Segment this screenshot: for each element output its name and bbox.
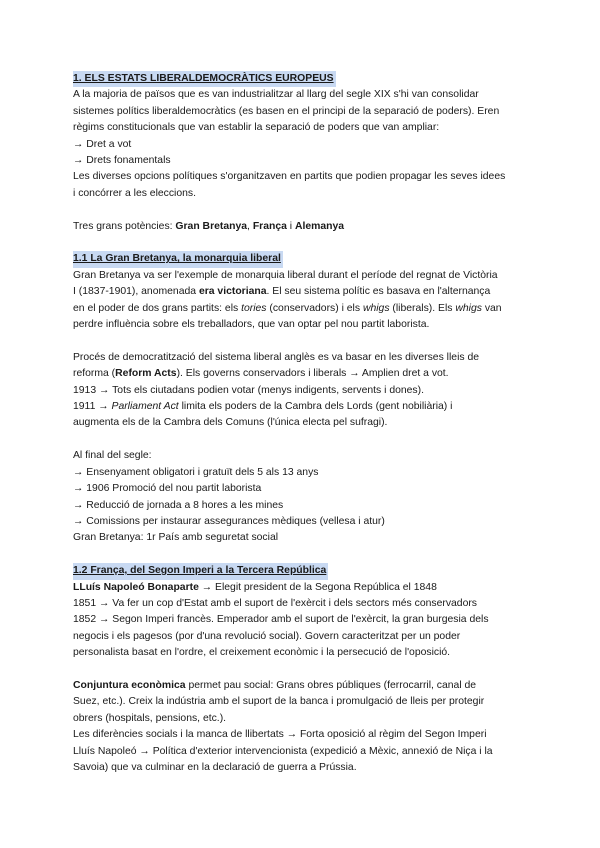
text-bold: França (252, 220, 287, 232)
three-powers-line (73, 219, 533, 235)
paragraph-line: 1851 → Va fer un cop d'Estat amb el suport de l'exèrcit i dels sectors més conservadors (73, 597, 478, 609)
text: , (247, 220, 253, 232)
text: en el poder de dos grans partits: els (73, 302, 242, 314)
paragraph-line: obrers (hospitals, pensions, etc.). (73, 712, 227, 724)
bullet-drets-fonamentals: → Drets fonamentals (73, 155, 171, 167)
spacer (73, 202, 533, 218)
text-italic: Parliament Act (111, 401, 179, 413)
paragraph-line (73, 580, 533, 596)
text: I (1837-1901), anomenada (73, 286, 199, 298)
paragraph-line: 1913 → Tots els ciutadans podien votar (menys indigents, servents i dones). (73, 384, 424, 396)
paragraph-line: règims constitucionals que van establir la separació de poders que van ampliar: (73, 122, 440, 134)
paragraph-line: Les diferències socials i la manca de llibertats → Forta oposició al règim del Segon Imperi (73, 729, 487, 741)
paragraph-line (73, 284, 533, 300)
document-page (73, 71, 533, 776)
paragraph-line: Lluís Napoleó → Política d'exterior intervencionista (expedició a Mèxic, annexió de Niça i la (73, 745, 493, 757)
text: permet pau social: Grans obres públiques (ferrocarril, canal de (185, 679, 477, 691)
spacer (73, 662, 533, 678)
list-item: → Reducció de jornada a 8 hores a les mines (73, 499, 284, 511)
paragraph-line: Gran Bretanya: 1r País amb seguretat social (73, 532, 279, 544)
text-italic: tories (241, 302, 267, 314)
section-heading-1-2: 1.2 França, del Segon Imperi a la Tercera República (73, 563, 328, 579)
paragraph-line: sistemes polítics liberaldemocràtics (es basen en el principi de la separació de poders). Eren (73, 105, 500, 117)
paragraph-line: Gran Bretanya va ser l'exemple de monarquia liberal durant el període del regnat de Victòria (73, 269, 498, 281)
list-item: → Comissions per instaurar assegurances mèdiques (vellesa i atur) (73, 515, 385, 527)
paragraph-line: Suez, etc.). Creix la indústria amb el suport de la banca i promulgació de lleis per protegir (73, 696, 485, 708)
text: Tres grans potències: (73, 220, 176, 232)
paragraph-line: Al final del segle: (73, 450, 152, 462)
paragraph-line: Savoia) que va culminar en la declaració de guerra a Prússia. (73, 761, 357, 773)
list-item: → Ensenyament obligatori i gratuït dels 5 als 13 anys (73, 466, 319, 478)
spacer (73, 547, 533, 563)
text-italic: whigs (362, 302, 390, 314)
bullet-dret-vot: → Dret a vot (73, 138, 132, 150)
text: Elegit president de la Segona República el 1848 (212, 581, 437, 593)
paragraph-line: Procés de democratització del sistema liberal anglès es va basar en les diverses lleis de (73, 351, 480, 363)
paragraph-line (73, 678, 533, 694)
text: van (481, 302, 502, 314)
paragraph-line (73, 366, 533, 382)
text: (conservadors) i els (266, 302, 363, 314)
paragraph-line: i concórrer a les eleccions. (73, 187, 197, 199)
section-heading-1-1: 1.1 La Gran Bretanya, la monarquia liberal (73, 251, 283, 267)
text: ). Els governs conservadors i liberals → Amplien dret a vot. (176, 368, 449, 380)
paragraph-line: negocis i els pagesos (por d'una revolució social). Govern caracteritzat per un poder (73, 630, 461, 642)
text-italic: whigs (455, 302, 482, 314)
spacer (73, 432, 533, 448)
paragraph-line: augmenta els de la Cambra dels Comuns (l'única electa pel sufragi). (73, 417, 388, 429)
text: i (286, 220, 295, 232)
text-bold: LLuís Napoleó Bonaparte → (73, 581, 213, 593)
text-bold: era victoriana (198, 286, 267, 298)
text-bold: Reform Acts (115, 368, 177, 380)
spacer (73, 235, 533, 251)
text: (liberals). Els (389, 302, 456, 314)
paragraph-line: Les diverses opcions polítiques s'organitzaven en partits que podien propagar les seves idees (73, 171, 506, 183)
text: 1911 → (73, 401, 112, 413)
paragraph-line: personalista basat en l'ordre, el creixement econòmic i la persecució de l'oposició. (73, 647, 451, 659)
spacer (73, 333, 533, 349)
text-bold: Gran Bretanya (175, 220, 248, 232)
paragraph-line (73, 301, 533, 317)
text: limita els poders de la Cambra dels Lords (gent nobiliària) i (178, 401, 453, 413)
text-bold: Conjuntura econòmica (73, 679, 186, 691)
text: reforma ( (73, 368, 116, 380)
paragraph-line: A la majoria de països que es van industrialitzar al llarg del segle XIX s'hi van consolidar (73, 89, 479, 101)
text-bold: Alemanya (294, 220, 345, 232)
list-item: → 1906 Promoció del nou partit laborista (73, 483, 262, 495)
paragraph-line: 1852 → Segon Imperi francès. Emperador amb el suport de l'exèrcit, la gran burgesia dels (73, 614, 489, 626)
paragraph-line: perdre influència sobre els treballadors, que van optar pel nou partit laborista. (73, 319, 430, 331)
paragraph-line (73, 399, 533, 415)
section-heading-1: 1. ELS ESTATS LIBERALDEMOCRÀTICS EUROPEUS (73, 71, 336, 87)
text: . El seu sistema polític es basava en l'alternança (266, 286, 491, 298)
